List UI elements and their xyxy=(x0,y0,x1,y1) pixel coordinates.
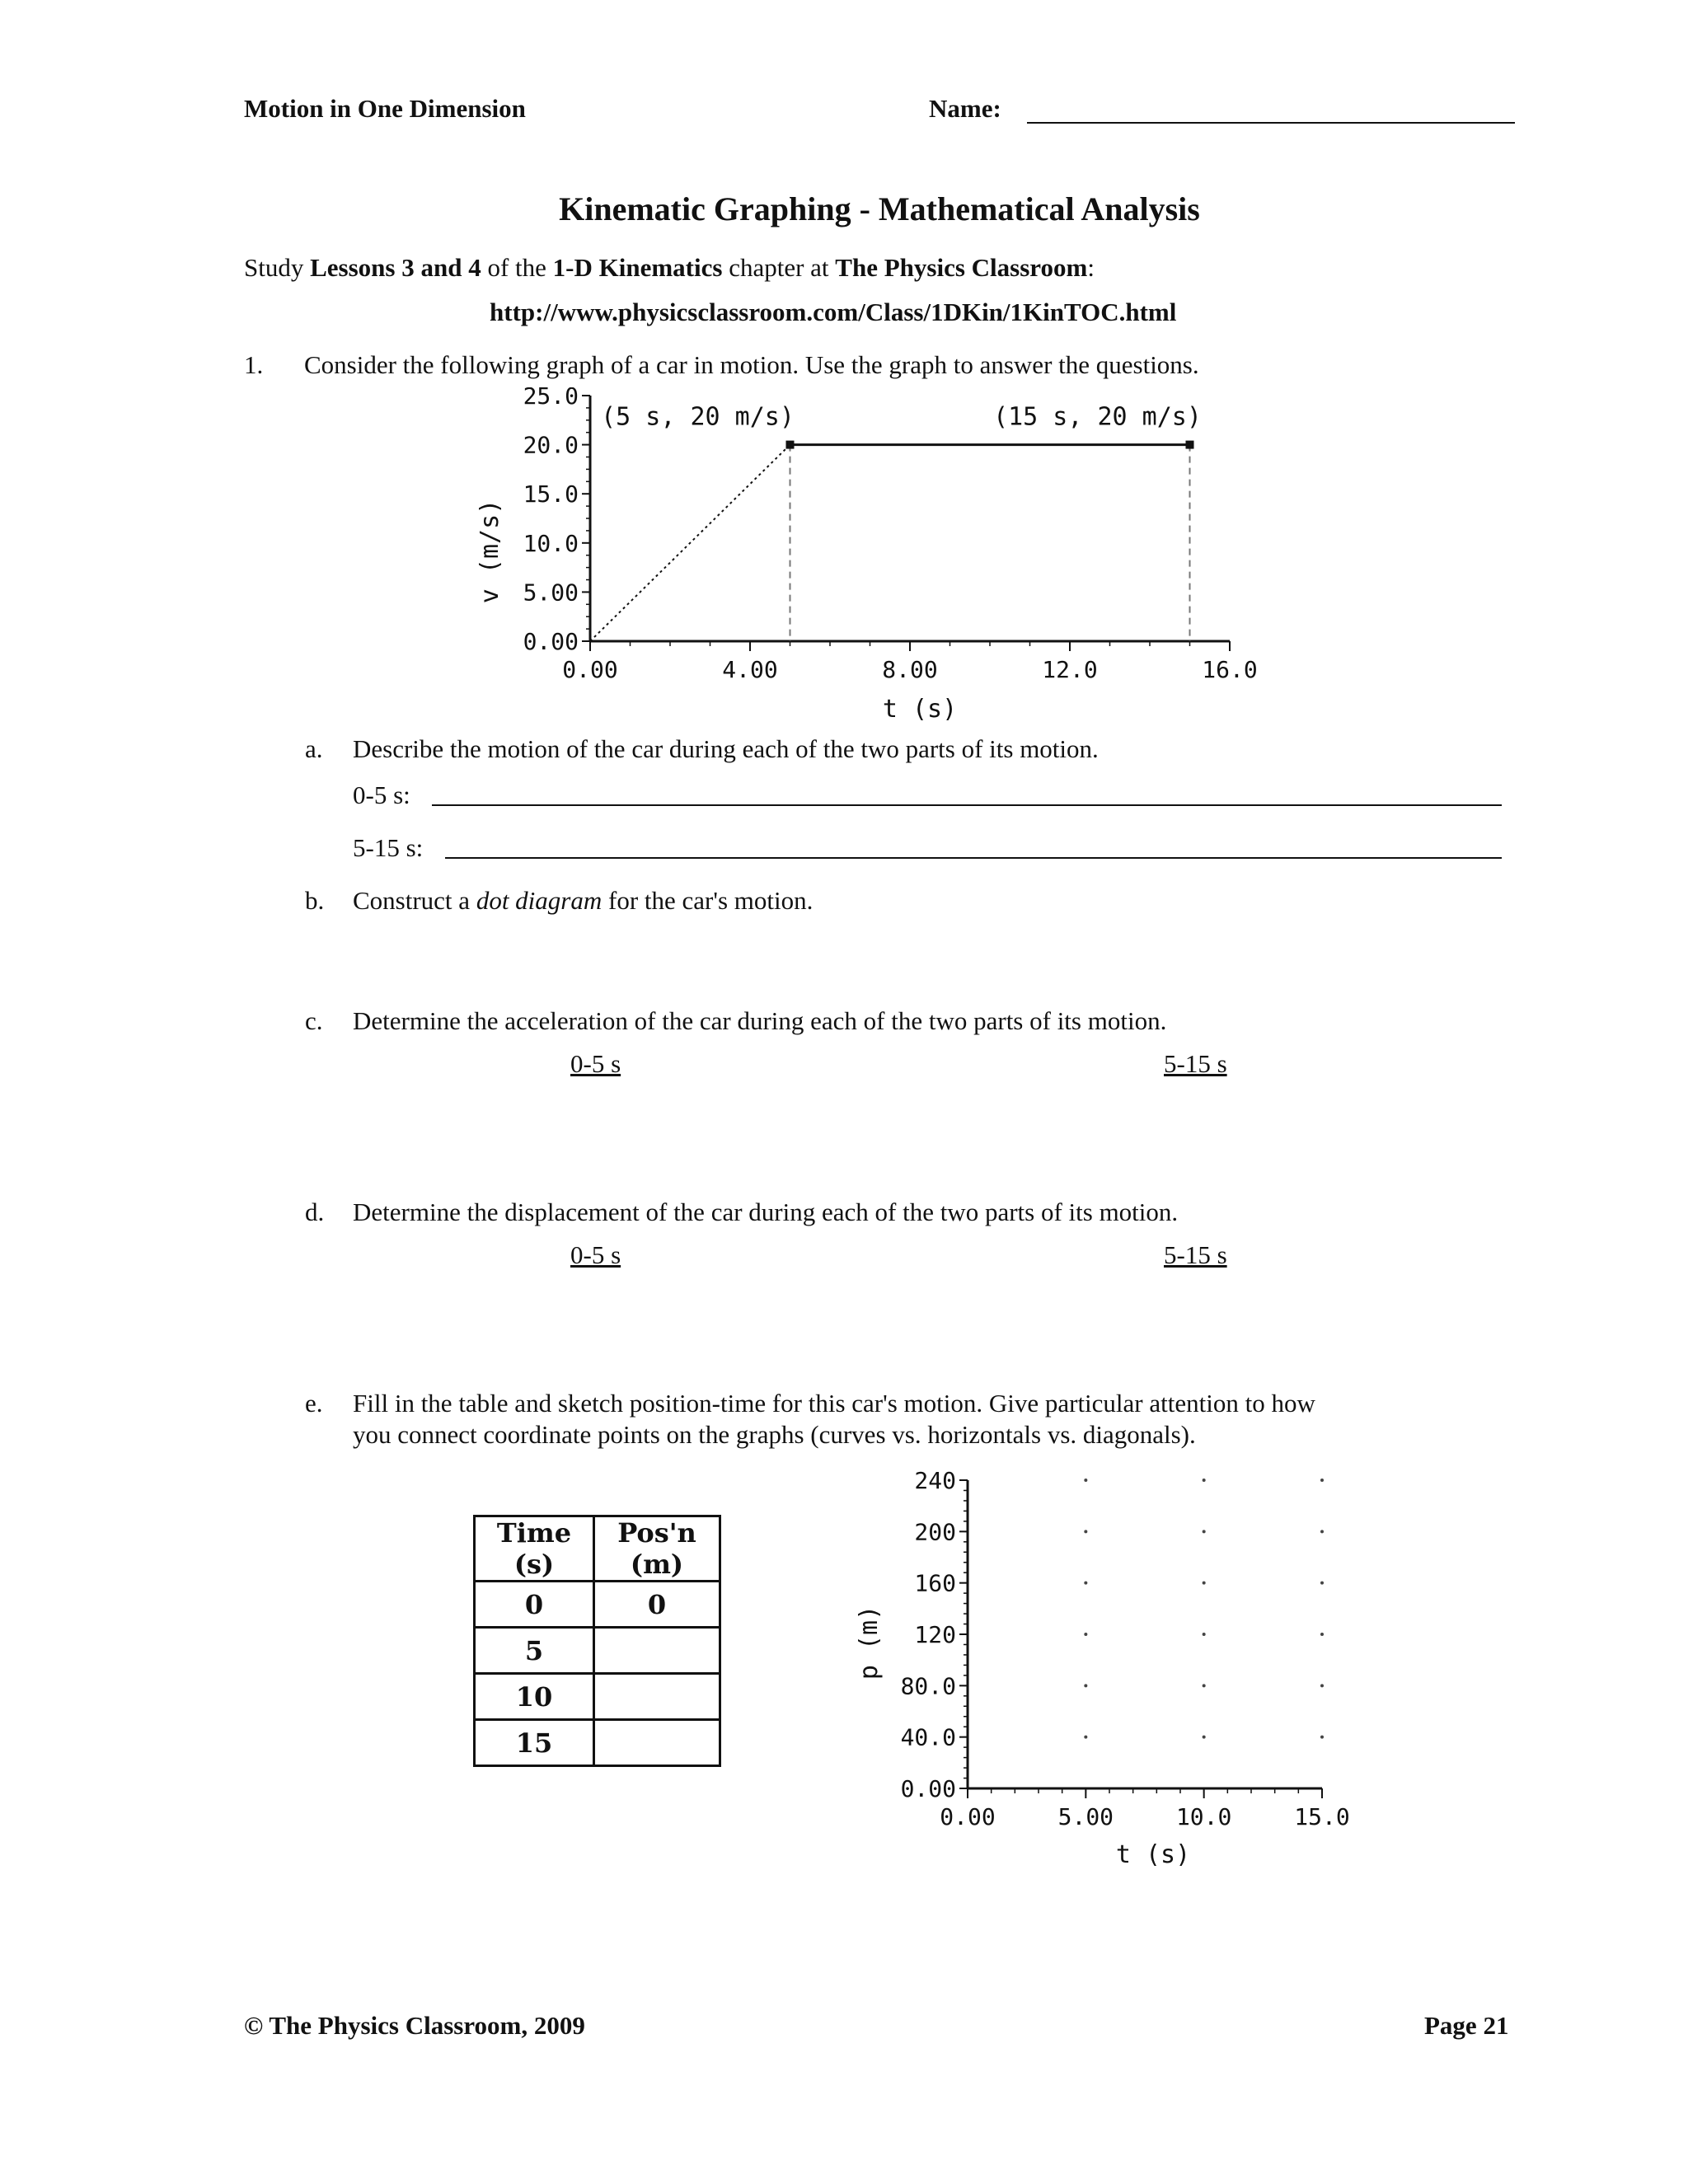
table-cell-time: 0 xyxy=(475,1582,594,1628)
part-a-line2-label: 5-15 s: xyxy=(353,833,424,862)
position-table xyxy=(473,1515,721,1767)
part-a-letter: a. xyxy=(305,734,323,763)
data-point-marker xyxy=(786,441,795,449)
part-d-text: Determine the displacement of the car during each of the two parts of its motion. xyxy=(353,1197,1179,1226)
y-axis-label: p (m) xyxy=(855,1605,884,1680)
y-tick-label: 200 xyxy=(914,1518,956,1546)
grid-dot xyxy=(1203,1479,1206,1482)
y-tick-label: 40.0 xyxy=(900,1723,956,1751)
grid-dot xyxy=(1084,1479,1087,1482)
part-e-text-2: you connect coordinate points on the graphs (curves vs. horizontals vs. diagonals). xyxy=(353,1420,1196,1449)
point-annotation: (5 s, 20 m/s) xyxy=(601,402,795,432)
table-cell-time: 5 xyxy=(475,1628,594,1674)
grid-dot xyxy=(1320,1530,1324,1533)
y-tick-label: 240 xyxy=(914,1467,956,1494)
x-axis-label: t (s) xyxy=(1115,1840,1191,1869)
x-tick-label: 10.0 xyxy=(1175,1803,1232,1830)
grid-dot xyxy=(1320,1479,1324,1482)
x-tick-label: 12.0 xyxy=(1042,656,1098,683)
intro-url[interactable]: http://www.physicsclassroom.com/Class/1DKin/1KinTOC.html xyxy=(490,298,1177,326)
question-text: Consider the following graph of a car in motion. Use the graph to answer the questions. xyxy=(304,350,1199,379)
x-tick-label: 4.00 xyxy=(722,656,778,683)
grid-dot xyxy=(1084,1633,1087,1636)
part-c-col2: 5-15 s xyxy=(1164,1049,1227,1078)
part-e-text-1: Fill in the table and sketch position-time for this car's motion. Give particular attention to how xyxy=(353,1389,1315,1418)
x-tick-label: 8.00 xyxy=(882,656,938,683)
part-b-text: Construct a dot diagram for the car's motion. xyxy=(353,886,814,915)
table-header-time: Time (s) xyxy=(475,1516,594,1582)
table-cell-position-input[interactable] xyxy=(594,1674,720,1720)
y-tick-label: 160 xyxy=(914,1569,956,1597)
footer-page-number: Page 21 xyxy=(1424,2011,1509,2040)
grid-dot xyxy=(1203,1736,1206,1739)
table-cell-time: 15 xyxy=(475,1720,594,1766)
part-c-col1: 0-5 s xyxy=(570,1049,621,1078)
part-b-letter: b. xyxy=(305,886,325,915)
intro-text: Study Lessons 3 and 4 of the 1-D Kinematics chapter at The Physics Classroom: xyxy=(244,253,1095,282)
velocity-time-chart xyxy=(462,387,1319,733)
y-tick-label: 25.0 xyxy=(523,387,579,410)
grid-dot xyxy=(1320,1684,1324,1687)
grid-dot xyxy=(1320,1633,1324,1636)
y-tick-label: 10.0 xyxy=(523,529,579,557)
part-a-text: Describe the motion of the car during each of the two parts of its motion. xyxy=(353,734,1099,763)
y-tick-label: 5.00 xyxy=(523,579,579,607)
table-header-position: Pos'n (m) xyxy=(594,1516,720,1582)
position-time-chart[interactable] xyxy=(841,1459,1385,1871)
table-cell-position: 0 xyxy=(594,1582,720,1628)
table-cell-time: 10 xyxy=(475,1674,594,1720)
grid-dot xyxy=(1084,1582,1087,1585)
name-field-line[interactable] xyxy=(1027,122,1515,124)
footer-copyright: © The Physics Classroom, 2009 xyxy=(244,2011,585,2040)
grid-dot xyxy=(1084,1530,1087,1533)
table-cell-position-input[interactable] xyxy=(594,1720,720,1766)
x-axis-label: t (s) xyxy=(882,695,958,724)
part-d-letter: d. xyxy=(305,1197,325,1226)
part-c-text: Determine the acceleration of the car during each of the two parts of its motion. xyxy=(353,1006,1167,1035)
part-a-answer-line-2[interactable] xyxy=(445,857,1502,859)
grid-dot xyxy=(1203,1530,1206,1533)
grid-dot xyxy=(1203,1684,1206,1687)
header-name-label: Name: xyxy=(929,94,1001,123)
x-tick-label: 0.00 xyxy=(940,1803,996,1830)
grid-dot xyxy=(1320,1736,1324,1739)
grid-dot xyxy=(1203,1633,1206,1636)
grid-dot xyxy=(1084,1684,1087,1687)
y-tick-label: 0.00 xyxy=(523,628,579,655)
x-tick-label: 0.00 xyxy=(562,656,618,683)
point-annotation: (15 s, 20 m/s) xyxy=(993,402,1202,432)
part-e-letter: e. xyxy=(305,1389,323,1418)
x-tick-label: 15.0 xyxy=(1294,1803,1350,1830)
y-tick-label: 120 xyxy=(914,1621,956,1648)
page-title: Kinematic Graphing - Mathematical Analysis xyxy=(559,190,1200,227)
y-tick-label: 0.00 xyxy=(900,1775,956,1802)
part-c-letter: c. xyxy=(305,1006,323,1035)
y-tick-label: 15.0 xyxy=(523,480,579,509)
part-d-col1: 0-5 s xyxy=(570,1240,621,1269)
question-number: 1. xyxy=(244,350,264,379)
header-course: Motion in One Dimension xyxy=(244,94,526,123)
grid-dot xyxy=(1320,1582,1324,1585)
x-tick-label: 16.0 xyxy=(1202,656,1258,683)
y-tick-label: 20.0 xyxy=(523,431,579,459)
part-a-answer-line-1[interactable] xyxy=(432,804,1502,806)
part-a-line1-label: 0-5 s: xyxy=(353,780,410,809)
data-point-marker xyxy=(1186,441,1194,449)
grid-dot xyxy=(1084,1736,1087,1739)
grid-dot xyxy=(1203,1582,1206,1585)
y-tick-label: 80.0 xyxy=(900,1672,956,1700)
y-axis-label: v (m/s) xyxy=(476,499,504,604)
part-d-col2: 5-15 s xyxy=(1164,1240,1227,1269)
series-segment-1 xyxy=(590,445,790,641)
x-tick-label: 5.00 xyxy=(1057,1803,1114,1830)
table-cell-position-input[interactable] xyxy=(594,1628,720,1674)
